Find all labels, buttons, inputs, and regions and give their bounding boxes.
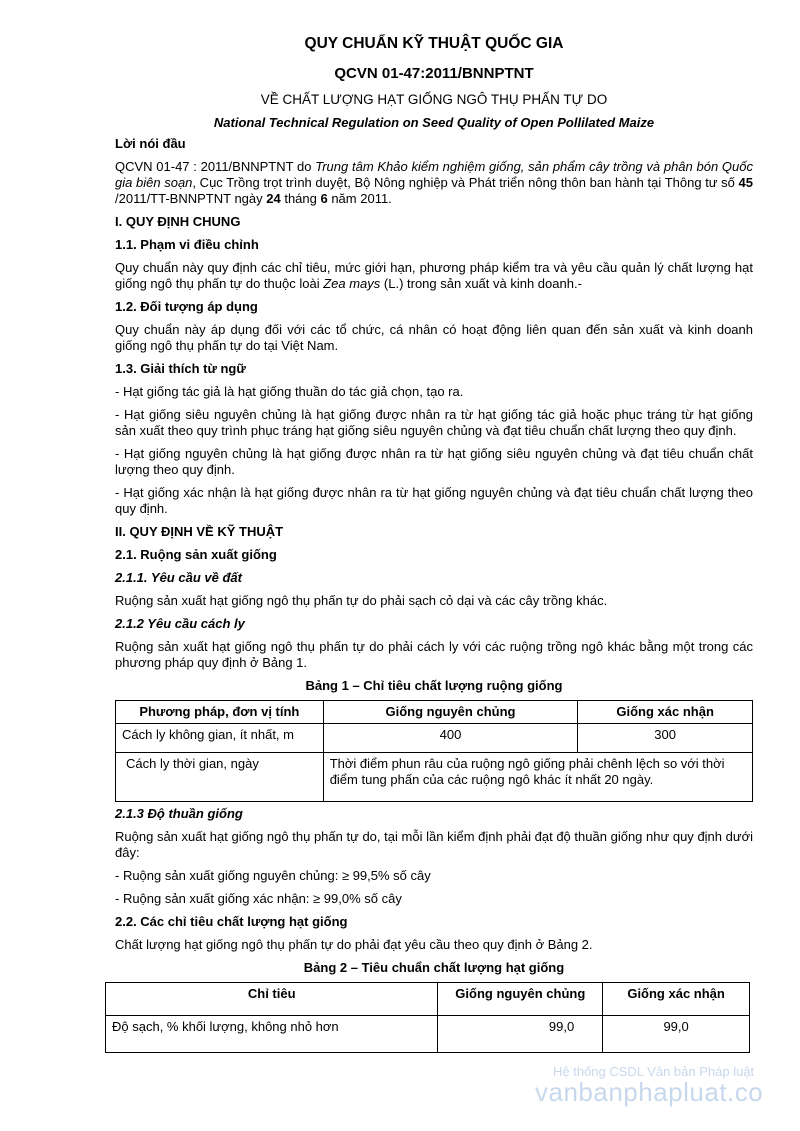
section-2-1-heading: 2.1. Ruộng sản xuất giống bbox=[115, 547, 277, 562]
section-2-2-heading: 2.2. Các chỉ tiêu chất lượng hạt giống bbox=[115, 914, 348, 929]
document-title: QUY CHUẨN KỸ THUẬT QUỐC GIA bbox=[304, 35, 564, 52]
foreword-heading: Lời nói đầu bbox=[115, 136, 186, 151]
table-1-caption: Bảng 1 – Chỉ tiêu chất lượng ruộng giống bbox=[305, 678, 563, 693]
section-1-1-text: Quy chuẩn này quy định các chỉ tiêu, mức giới hạn, phương pháp kiểm tra và yêu cầu quản lý chất lượng hạt giống ngô thụ phấn tự do thuộc loài Zea mays (L.) trong sản xuất và kinh doanh.- bbox=[115, 260, 753, 291]
table-header-cell: Giống nguyên chủng bbox=[438, 983, 603, 1016]
foreword-paragraph: QCVN 01-47 : 2011/BNNPTNT do Trung tâm Khảo kiểm nghiệm giống, sản phẩm cây trồng và phân bón Quốc gia biên soạn, Cục Trồng trọt trình duyệt, Bộ Nông nghiệp và Phát triển nông thôn ban hành tại Thông tư số 45 /2011/TT-BNNPTNT ngày 24 tháng 6 năm 2011. bbox=[115, 159, 754, 206]
table-2-caption: Bảng 2 – Tiêu chuẩn chất lượng hạt giống bbox=[303, 960, 565, 975]
section-1-3-heading: 1.3. Giải thích từ ngữ bbox=[115, 361, 246, 376]
table-header-row bbox=[106, 983, 750, 1016]
document-page bbox=[112, 34, 754, 1053]
table-row bbox=[106, 1016, 750, 1053]
table-cell: 99,0 bbox=[438, 1016, 603, 1053]
table-row bbox=[116, 753, 753, 802]
section-2-1-3-text: Ruộng sản xuất hạt giống ngô thụ phấn tự do, tại mỗi lần kiểm định phải đạt độ thuần giống như quy định dưới đây: bbox=[115, 829, 753, 860]
table-header-row bbox=[116, 701, 753, 724]
document-code: QCVN 01-47:2011/BNNPTNT bbox=[334, 65, 534, 82]
table-header-cell: Chỉ tiêu bbox=[106, 983, 438, 1016]
table-cell: Độ sạch, % khối lượng, không nhỏ hơn bbox=[106, 1016, 438, 1053]
section-2-1-1-heading: 2.1.1. Yêu cầu về đất bbox=[115, 570, 242, 585]
section-2-1-1-text: Ruộng sản xuất hạt giống ngô thụ phấn tự do phải sạch cỏ dại và các cây trồng khác. bbox=[115, 593, 608, 608]
definition-item: - Hạt giống tác giả là hạt giống thuần do tác giả chọn, tạo ra. bbox=[115, 384, 464, 399]
table-row bbox=[116, 724, 753, 753]
section-1-2-heading: 1.2. Đối tượng áp dụng bbox=[115, 299, 258, 314]
table-cell: Thời điểm phun râu của ruộng ngô giống phải chênh lệch so với thời điểm tung phấn của các ruộng ngô khác ít nhất 20 ngày. bbox=[323, 753, 752, 802]
purity-item: - Ruộng sản xuất giống nguyên chủng: ≥ 99,5% số cây bbox=[115, 868, 431, 883]
section-2-heading: II. QUY ĐỊNH VỀ KỸ THUẬT bbox=[115, 524, 284, 539]
table-header-cell: Giống nguyên chủng bbox=[323, 701, 578, 724]
document-subtitle: VỀ CHẤT LƯỢNG HẠT GIỐNG NGÔ THỤ PHẤN TỰ DO bbox=[260, 92, 608, 107]
table-cell: 400 bbox=[323, 724, 578, 753]
definition-item: - Hạt giống siêu nguyên chủng là hạt giống được nhân ra từ hạt giống tác giả hoặc phục tráng từ hạt giống sản xuất theo quy trình phục tráng hạt giống siêu nguyên chủng và đạt tiêu chuẩn chất lượng theo quy định. bbox=[115, 407, 753, 438]
purity-item: - Ruộng sản xuất giống xác nhận: ≥ 99,0% số cây bbox=[115, 891, 402, 906]
table-cell: Cách ly không gian, ít nhất, m bbox=[116, 724, 324, 753]
table-1 bbox=[115, 700, 753, 802]
watermark-text: Hệ thống CSDL Văn bản Pháp luật bbox=[553, 1064, 755, 1079]
table-cell: 300 bbox=[578, 724, 753, 753]
table-cell: Cách ly thời gian, ngày bbox=[116, 753, 324, 802]
table-cell: 99,0 bbox=[603, 1016, 750, 1053]
definition-item: - Hạt giống nguyên chủng là hạt giống được nhân ra từ hạt giống siêu nguyên chủng và đạt tiêu chuẩn chất lượng theo quy định. bbox=[115, 446, 753, 477]
section-2-1-2-heading: 2.1.2 Yêu cầu cách ly bbox=[115, 616, 245, 631]
section-2-1-3-heading: 2.1.3 Độ thuần giống bbox=[115, 806, 243, 821]
watermark-logo: vanbanphapluat.co bbox=[535, 1077, 764, 1107]
table-header-cell: Giống xác nhận bbox=[578, 701, 753, 724]
section-2-2-text: Chất lượng hạt giống ngô thụ phấn tự do phải đạt yêu cầu theo quy định ở Bảng 2. bbox=[115, 937, 593, 952]
section-1-2-text: Quy chuẩn này áp dụng đối với các tổ chức, cá nhân có hoạt động liên quan đến sản xuất và kinh doanh giống ngô thụ phấn tự do tại Việt Nam. bbox=[115, 322, 753, 353]
section-1-1-heading: 1.1. Phạm vi điều chỉnh bbox=[115, 237, 259, 252]
table-header-cell: Phương pháp, đơn vị tính bbox=[116, 701, 324, 724]
section-1-heading: I. QUY ĐỊNH CHUNG bbox=[115, 214, 241, 229]
table-2 bbox=[105, 982, 750, 1053]
definition-item: - Hạt giống xác nhận là hạt giống được nhân ra từ hạt giống nguyên chủng và đạt tiêu chuẩn chất lượng theo quy định. bbox=[115, 485, 753, 516]
english-title: National Technical Regulation on Seed Quality of Open Pollilated Maize bbox=[213, 115, 655, 130]
section-2-1-2-text: Ruộng sản xuất hạt giống ngô thụ phấn tự do phải cách ly với các ruộng trồng ngô khác bằng một trong các phương pháp quy định ở Bảng 1. bbox=[115, 639, 753, 670]
table-header-cell: Giống xác nhận bbox=[603, 983, 750, 1016]
